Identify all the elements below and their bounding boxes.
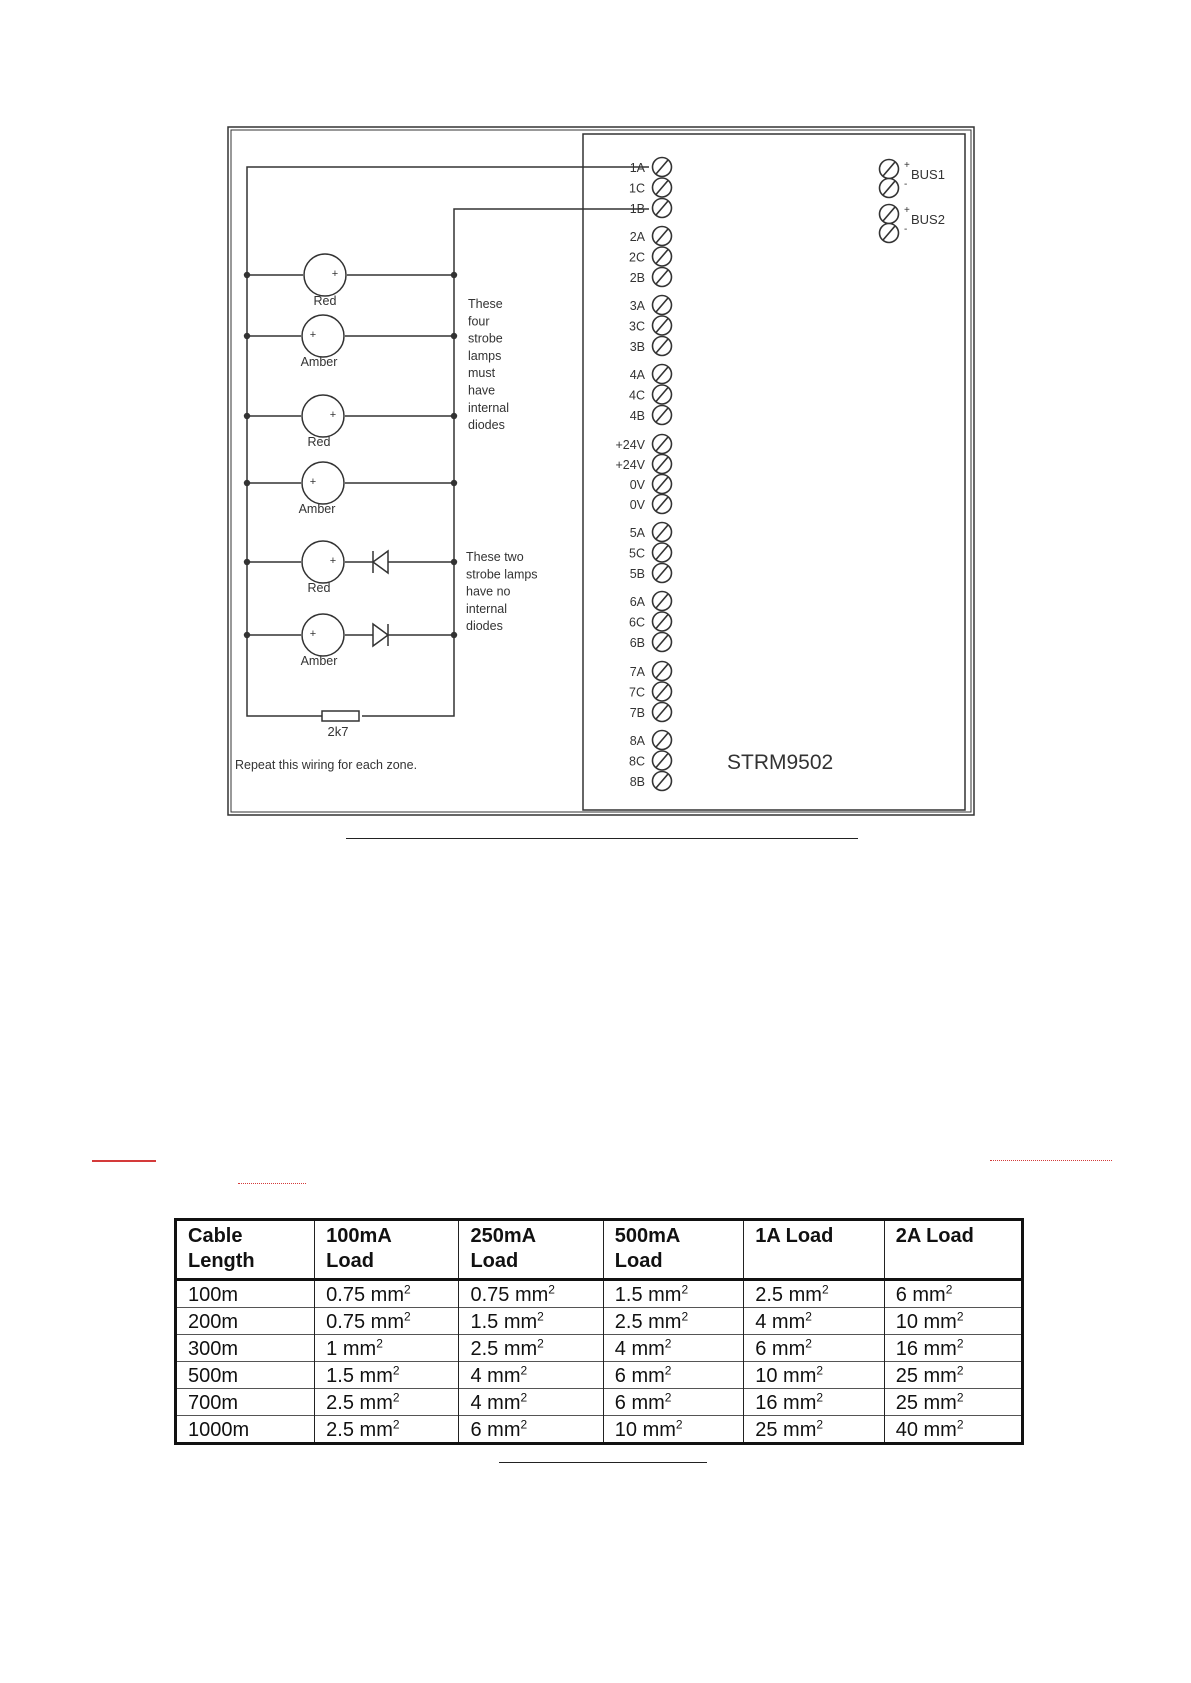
table-row [176,1362,1023,1389]
cell-value: 25 [895,1364,918,1387]
bus-polarity: + [904,160,910,171]
cable-length-cell [176,1335,315,1362]
unit-text: mm [923,1391,957,1414]
diode-symbol [373,551,388,573]
table-row [176,1416,1023,1444]
cable-size-cell [315,1416,459,1444]
unit-exponent: 2 [681,1308,689,1323]
header-text-line: Length [188,1250,255,1272]
terminal-label: 6A [629,595,645,609]
unit-exponent: 2 [664,1335,672,1350]
junction-dot [244,413,250,419]
unit-label [482,1389,528,1414]
cell-value: 6 [755,1337,767,1360]
junction-dot [451,632,457,638]
cell-value: 25 [755,1418,778,1441]
diagram-frame-inner [231,130,971,812]
internal-diode-note-line: have [468,383,496,398]
terminal-label: 2A [629,230,645,244]
cell-value: 700m [188,1391,239,1414]
cell-value: 4 [470,1364,482,1387]
cable-size-cell [744,1389,884,1416]
junction-dot [244,632,250,638]
table-header-cell [744,1220,884,1280]
cell-value: 200m [188,1310,239,1333]
unit-label [354,1362,400,1387]
internal-diode-note-line: must [468,366,496,381]
unit-exponent: 2 [821,1281,829,1296]
unit-text: mm [642,1418,676,1441]
unit-exponent: 2 [956,1335,964,1350]
unit-exponent: 2 [945,1281,953,1296]
header-text-line: Load [470,1250,519,1272]
junction-dot [451,559,457,565]
terminal-label: 7C [629,685,645,700]
header-text-line: 2A Load [895,1225,974,1247]
unit-label [783,1281,829,1306]
lamp-colour-label: Amber [300,355,338,369]
cable-size-cell [603,1362,743,1389]
unit-label [482,1362,528,1387]
junction-dot [244,333,250,339]
cell-value: 2.5 [755,1283,784,1306]
junction-dot [244,559,250,565]
cell-value: 25 [895,1391,918,1414]
unit-exponent: 2 [537,1335,544,1350]
unit-label [766,1308,812,1333]
unit-text: mm [342,1337,377,1360]
wire-right-rail [362,209,649,716]
cable-size-cell [459,1308,603,1335]
cell-value: 10 [755,1364,778,1387]
unit-text: mm [648,1283,682,1306]
cable-size-cell [315,1389,459,1416]
zone-wiring-note: Repeat this wiring for each zone. [235,758,418,772]
unit-label [482,1416,528,1441]
terminal-label: 3B [629,340,645,354]
cable-size-cell [744,1416,884,1444]
header-text-line: Load [326,1250,374,1272]
unit-label [918,1416,964,1441]
internal-diode-note-line: These [468,297,503,311]
external-diode-note-line: internal [466,601,507,616]
cable-size-cell [744,1335,884,1362]
bus-polarity: - [904,224,908,235]
bus2-label: BUS2 [911,212,945,227]
terminal-label: +24V [615,438,645,452]
strobe-lamp [304,254,346,296]
cell-value: 4 [614,1337,626,1360]
junction-dot [244,272,250,278]
cable-length-cell [176,1389,315,1416]
cell-value: 2.5 [326,1391,354,1414]
unit-label [766,1335,812,1360]
diode-symbol [373,624,388,646]
unit-label [907,1281,953,1306]
terminal-label: 4B [629,409,645,423]
figure-caption-underline [346,838,858,839]
unit-exponent: 2 [376,1335,383,1350]
unit-exponent: 2 [681,1281,689,1296]
unit-label [777,1389,824,1414]
internal-diode-note-line: strobe [468,331,503,346]
external-diode-note-line: strobe lamps [466,567,538,582]
lamp-colour-label: Amber [300,654,338,668]
unit-exponent: 2 [537,1308,544,1323]
bus-polarity: + [904,205,910,216]
unit-exponent: 2 [956,1389,964,1404]
cell-value: 10 [614,1418,638,1441]
unit-text: mm [788,1283,822,1306]
terminal-label: +24V [615,458,645,472]
unit-label [918,1362,964,1387]
cable-size-cell [884,1308,1022,1335]
unit-text: mm [783,1364,817,1387]
unit-text: mm [912,1283,946,1306]
terminal-label: 1B [629,202,645,216]
cell-value: 6 [470,1418,482,1441]
red-dotted-mark-right [990,1160,1112,1161]
cable-size-cell [459,1389,603,1416]
terminal-label: 1A [629,161,645,175]
unit-label [777,1416,824,1441]
terminal-label: 3C [629,319,645,334]
cable-length-cell [176,1308,315,1335]
unit-text: mm [487,1391,521,1414]
cable-size-cell [603,1280,743,1308]
unit-exponent: 2 [816,1389,824,1404]
cable-size-cell [315,1280,459,1308]
unit-exponent: 2 [404,1281,411,1296]
terminal-label: 2B [629,271,645,285]
lamp-polarity: + [309,476,317,488]
unit-label [498,1335,544,1360]
resistor [322,711,359,721]
unit-label [354,1416,400,1441]
cable-size-cell [884,1389,1022,1416]
terminal-label: 2C [629,250,645,265]
table-row [176,1335,1023,1362]
terminal-label: 4C [629,388,645,403]
terminal-label: 5C [629,546,645,561]
unit-exponent: 2 [956,1416,964,1431]
unit-text: mm [631,1364,665,1387]
cell-value: 4 [470,1391,482,1414]
unit-text: mm [359,1391,393,1414]
unit-exponent: 2 [805,1308,812,1323]
unit-text: mm [359,1418,393,1441]
cable-size-cell [744,1280,884,1308]
unit-exponent: 2 [956,1362,964,1377]
unit-label [509,1281,555,1306]
internal-diode-note-line: four [468,314,490,329]
terminal-label: 3A [629,299,645,313]
unit-exponent: 2 [520,1362,528,1377]
cell-value: 6 [614,1364,626,1387]
external-diode-note-line: diodes [466,619,503,634]
cable-size-cell [603,1335,743,1362]
red-dotted-mark-left [238,1183,306,1184]
unit-text: mm [370,1310,404,1333]
terminal-label: 6B [629,636,645,650]
unit-text: mm [631,1337,665,1360]
internal-diode-note-line: diodes [468,418,505,433]
cell-value: 300m [188,1337,239,1360]
cable-size-table-container [174,1218,1024,1445]
strobe-lamp [302,315,344,357]
unit-label [626,1335,672,1360]
cable-size-cell [315,1362,459,1389]
terminal-label: 0V [629,478,645,492]
terminal-label: 8A [629,734,645,748]
unit-text: mm [783,1391,817,1414]
strobe-lamp [302,395,344,437]
cell-value: 10 [895,1310,918,1333]
cell-value: 100m [188,1283,239,1306]
unit-label [626,1389,672,1414]
internal-diode-note-line: lamps [468,348,502,363]
unit-label [777,1362,824,1387]
table-row [176,1389,1023,1416]
cell-value: 0.75 [470,1283,510,1306]
cable-size-cell [603,1416,743,1444]
panel-model-label: STRM9502 [727,751,834,774]
cell-value: 1000m [188,1418,250,1441]
header-text-line: 500mA [614,1225,681,1247]
terminal-label: 7B [629,706,645,720]
unit-exponent: 2 [548,1281,555,1296]
unit-text: mm [771,1310,806,1333]
table-header-cell [603,1220,743,1280]
cell-value: 2.5 [470,1337,499,1360]
table-row [176,1280,1023,1308]
unit-label [354,1389,400,1414]
unit-label [918,1308,964,1333]
unit-exponent: 2 [392,1416,400,1431]
unit-label [626,1362,672,1387]
unit-exponent: 2 [520,1416,528,1431]
unit-text: mm [923,1364,957,1387]
lamp-polarity: + [309,628,317,640]
cell-value: 0.75 [326,1310,366,1333]
table-header-cell [315,1220,459,1280]
table-header-cell [176,1220,315,1280]
unit-exponent: 2 [392,1362,400,1377]
cable-size-cell [744,1308,884,1335]
unit-label [337,1335,383,1360]
cable-length-cell [176,1280,315,1308]
unit-exponent: 2 [392,1389,400,1404]
unit-text: mm [648,1310,682,1333]
unit-label [637,1416,683,1441]
cell-value: 1 [326,1337,338,1360]
cell-value: 6 [614,1391,626,1414]
cable-size-table [174,1218,1024,1445]
cable-length-cell [176,1362,315,1389]
unit-text: mm [923,1337,957,1360]
cell-value: 500m [188,1364,239,1387]
cable-size-cell [884,1416,1022,1444]
wiring-diagram [227,126,975,816]
unit-text: mm [783,1418,817,1441]
unit-exponent: 2 [816,1416,824,1431]
header-text-line: 250mA [470,1225,537,1247]
resistor-label: 2k7 [327,724,349,739]
lamp-polarity: + [329,555,337,567]
unit-exponent: 2 [956,1308,964,1323]
junction-dot [451,480,457,486]
lamp-colour-label: Red [313,294,337,308]
terminal-label: 8C [629,754,645,769]
unit-text: mm [923,1310,957,1333]
cell-value: 1.5 [470,1310,499,1333]
unit-label [498,1308,544,1333]
table-header-cell [884,1220,1022,1280]
lamp-polarity: + [331,268,339,280]
unit-exponent: 2 [805,1335,812,1350]
cable-size-cell [884,1280,1022,1308]
cable-size-cell [884,1362,1022,1389]
internal-diode-note-line: internal [468,400,509,415]
junction-dot [244,480,250,486]
lamp-polarity: + [329,409,337,421]
external-diode-note-line: These two [466,550,524,564]
terminal-label: 4A [629,368,645,382]
bus-polarity: - [904,179,908,190]
terminal-label: 8B [629,775,645,789]
cable-size-cell [744,1362,884,1389]
unit-exponent: 2 [664,1389,672,1404]
table-header-cell [459,1220,603,1280]
unit-text: mm [487,1418,521,1441]
header-text-line: Cable [188,1225,243,1247]
lamp-polarity: + [309,329,317,341]
cell-value: 4 [755,1310,767,1333]
cable-size-cell [315,1335,459,1362]
junction-dot [451,272,457,278]
cable-size-cell [884,1335,1022,1362]
unit-label [643,1308,689,1333]
cell-value: 40 [895,1418,918,1441]
unit-text: mm [631,1391,665,1414]
terminal-label: 5B [629,567,645,581]
header-text-line: 1A Load [755,1225,834,1247]
unit-exponent: 2 [675,1416,683,1431]
unit-text: mm [771,1337,806,1360]
terminal-label: 6C [629,615,645,630]
cable-size-cell [459,1280,603,1308]
cable-size-cell [459,1335,603,1362]
unit-text: mm [503,1310,538,1333]
lamp-colour-label: Red [307,581,331,595]
cell-value: 16 [895,1337,918,1360]
header-text-line: 100mA [326,1225,392,1247]
unit-label [365,1308,411,1333]
junction-dot [451,413,457,419]
cell-value: 2.5 [614,1310,643,1333]
unit-exponent: 2 [404,1308,411,1323]
lamp-colour-label: Red [307,435,331,449]
cell-value: 2.5 [326,1418,354,1441]
cable-size-cell [459,1416,603,1444]
unit-text: mm [923,1418,957,1441]
cell-value: 0.75 [326,1283,366,1306]
terminal-label: 5A [629,526,645,540]
cable-size-cell [603,1389,743,1416]
unit-text: mm [359,1364,393,1387]
unit-text: mm [487,1364,521,1387]
unit-exponent: 2 [816,1362,824,1377]
red-margin-mark [92,1160,156,1162]
unit-text: mm [503,1337,538,1360]
strobe-lamp [302,462,344,504]
cell-value: 6 [895,1283,907,1306]
unit-label [918,1335,964,1360]
junction-dot [451,333,457,339]
terminal-label: 1C [629,181,645,196]
unit-exponent: 2 [664,1362,672,1377]
cell-value: 16 [755,1391,778,1414]
bus1-label: BUS1 [911,167,945,182]
terminal-label: 0V [629,498,645,512]
table-row [176,1308,1023,1335]
lamp-colour-label: Amber [298,502,336,516]
strobe-lamp [302,614,344,656]
unit-label [918,1389,964,1414]
table-header-row [176,1220,1023,1280]
unit-text: mm [370,1283,404,1306]
strobe-lamp [302,541,344,583]
header-text-line: Load [614,1250,663,1272]
terminal-label: 7A [629,665,645,679]
unit-label [643,1281,689,1306]
cell-value: 1.5 [614,1283,643,1306]
cable-size-cell [459,1362,603,1389]
unit-exponent: 2 [520,1389,528,1404]
cable-size-cell [315,1308,459,1335]
unit-text: mm [514,1283,549,1306]
unit-label [365,1281,411,1306]
cable-length-cell [176,1416,315,1444]
cell-value: 1.5 [326,1364,354,1387]
external-diode-note-line: have no [466,584,511,599]
table-caption-underline [499,1462,707,1463]
cable-size-cell [603,1308,743,1335]
